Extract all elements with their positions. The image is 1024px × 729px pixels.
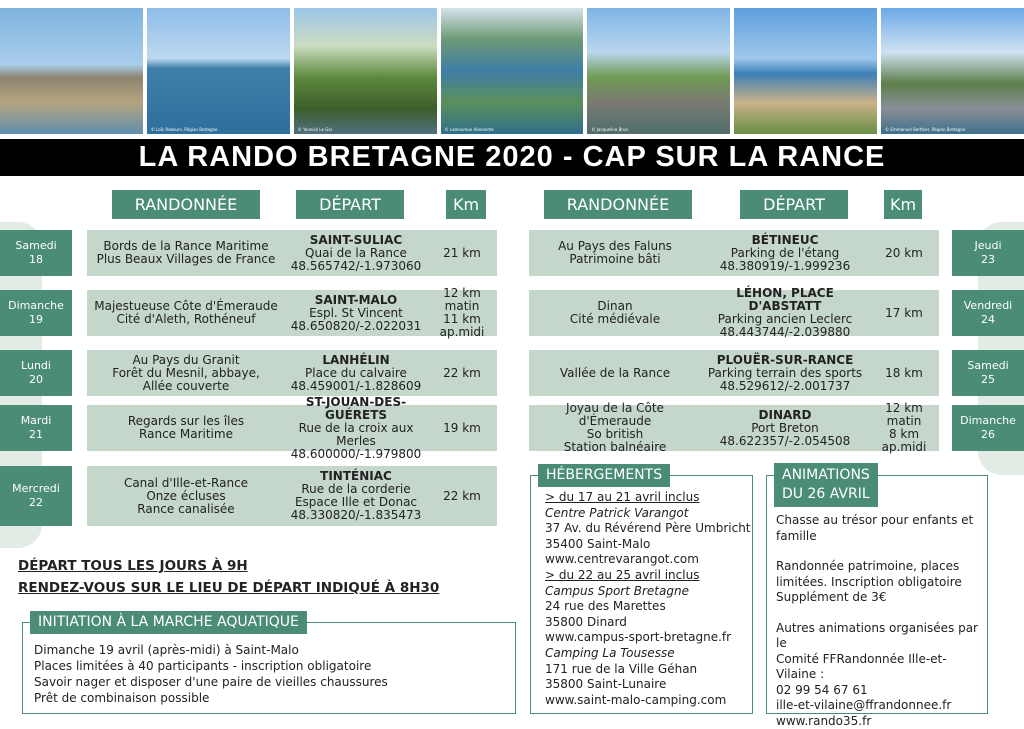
day-date: 20 bbox=[29, 373, 43, 387]
depart-cell bbox=[701, 350, 869, 396]
km-value: 11 km ap.midi bbox=[427, 313, 497, 339]
email-link[interactable]: ille-et-vilaine@ffrandonnee.fr bbox=[776, 698, 986, 714]
km-value: 12 km matin bbox=[869, 402, 939, 428]
table-row bbox=[87, 230, 497, 276]
photo-caption: © Emmanuel Berthier, Région Bretagne bbox=[885, 127, 965, 132]
website-link[interactable]: www.campus-sport-bretagne.fr bbox=[545, 630, 751, 646]
rando-cell bbox=[529, 405, 701, 451]
day-date: 22 bbox=[29, 496, 43, 510]
campus-name: Campus Sport Bretagne bbox=[545, 584, 751, 600]
depart-place: Place du calvaire bbox=[305, 367, 407, 380]
depart-gps: 48.529612/-2.001737 bbox=[720, 380, 851, 393]
km-value: 8 km ap.midi bbox=[869, 428, 939, 454]
depart-town: LÉHON, PLACE D'ABSTATT bbox=[701, 287, 869, 313]
header-randonnee-left: RANDONNÉE bbox=[112, 190, 260, 219]
depart-cell bbox=[285, 405, 427, 451]
animations-title-line: ANIMATIONS bbox=[782, 466, 870, 485]
website-link[interactable]: www.centrevarangot.com bbox=[545, 552, 751, 568]
rando-cell bbox=[529, 350, 701, 396]
rando-line: Cité médiévale bbox=[570, 313, 660, 326]
km-cell bbox=[427, 230, 497, 276]
day-badge bbox=[952, 290, 1024, 336]
animation-line: Comité FFRandonnée Ille-et-Vilaine : bbox=[776, 652, 986, 683]
website-link[interactable]: www.rando35.fr bbox=[776, 714, 986, 729]
km-cell bbox=[869, 405, 939, 451]
day-date: 18 bbox=[29, 253, 43, 267]
website-link[interactable]: www.saint-malo-camping.com bbox=[545, 693, 751, 709]
table-row bbox=[529, 350, 939, 396]
km-value: 21 km bbox=[443, 247, 481, 260]
rando-line: Au Pays du Granit bbox=[112, 354, 260, 367]
day-badge bbox=[0, 350, 72, 396]
rando-line: Rance Maritime bbox=[128, 428, 244, 441]
photo-caption: © Jacqueline Brun bbox=[591, 127, 628, 132]
initiation-title: INITIATION À LA MARCHE AQUATIQUE bbox=[30, 611, 307, 634]
km-value: 18 km bbox=[885, 367, 923, 380]
depart-cell bbox=[701, 290, 869, 336]
depart-cell bbox=[285, 466, 427, 526]
km-value: 22 km bbox=[443, 367, 481, 380]
rando-line: Rance canalisée bbox=[124, 503, 248, 516]
km-cell bbox=[427, 466, 497, 526]
table-row bbox=[529, 230, 939, 276]
animation-line: famille bbox=[776, 529, 986, 545]
address-line: 35800 Saint-Lunaire bbox=[545, 677, 751, 693]
table-row bbox=[529, 405, 939, 451]
photo-caption: © LoÏc Rebours, Région Bretagne bbox=[151, 127, 218, 132]
depart-gps: 48.330820/-1.835473 bbox=[291, 509, 422, 522]
rando-line: Plus Beaux Villages de France bbox=[97, 253, 276, 266]
depart-town: SAINT-MALO bbox=[315, 294, 398, 307]
day-name: Dimanche bbox=[8, 299, 64, 313]
depart-place: Espl. St Vincent bbox=[309, 307, 403, 320]
day-date: 21 bbox=[29, 428, 43, 442]
km-value: 19 km bbox=[443, 422, 481, 435]
depart-place: Parking de l'étang bbox=[731, 247, 839, 260]
address-line: 24 rue des Marettes bbox=[545, 599, 751, 615]
rando-cell bbox=[87, 405, 285, 451]
depart-town: LANHÉLIN bbox=[322, 354, 389, 367]
animations-title-line: DU 26 AVRIL bbox=[782, 485, 870, 504]
depart-place: Rue de la croix aux Merles bbox=[285, 422, 427, 448]
km-cell bbox=[869, 230, 939, 276]
rando-line: Allée couverte bbox=[112, 380, 260, 393]
rando-line: Station balnéaire bbox=[529, 441, 701, 454]
initiation-line: Dimanche 19 avril (après-midi) à Saint-Malo bbox=[34, 642, 388, 658]
animation-line: Randonnée patrimoine, places bbox=[776, 559, 986, 575]
depart-gps: 48.565742/-1.973060 bbox=[291, 260, 422, 273]
day-date: 19 bbox=[29, 313, 43, 327]
period-2: > du 22 au 25 avril inclus bbox=[545, 568, 751, 584]
header-depart-right: DÉPART bbox=[740, 190, 848, 219]
rando-line: So british bbox=[529, 428, 701, 441]
depart-gps: 48.443744/-2.039880 bbox=[720, 326, 851, 339]
km-value: 20 km bbox=[885, 247, 923, 260]
day-name: Dimanche bbox=[960, 414, 1016, 428]
rendezvous-notice: RENDEZ-VOUS SUR LE LIEU DE DÉPART INDIQUÉ À 8H30 bbox=[18, 580, 439, 596]
depart-place: Port Breton bbox=[751, 422, 819, 435]
day-badge bbox=[952, 350, 1024, 396]
day-date: 26 bbox=[981, 428, 995, 442]
day-name: Vendredi bbox=[964, 299, 1012, 313]
rando-cell bbox=[87, 350, 285, 396]
table-row bbox=[87, 466, 497, 526]
table-row bbox=[529, 290, 939, 336]
header-randonnee-right: RANDONNÉE bbox=[544, 190, 692, 219]
hebergements-content bbox=[545, 490, 751, 708]
depart-place: Rue de la corderie bbox=[301, 483, 410, 496]
day-name: Samedi bbox=[15, 239, 56, 253]
address-line: 35800 Dinard bbox=[545, 615, 751, 631]
depart-town: PLOUËR-SUR-RANCE bbox=[717, 354, 854, 367]
day-date: 23 bbox=[981, 253, 995, 267]
depart-town: SAINT-SULIAC bbox=[310, 234, 402, 247]
header-km-right: Km bbox=[884, 190, 922, 219]
rando-line: Au Pays des Faluns bbox=[558, 240, 672, 253]
animation-line: Supplément de 3€ bbox=[776, 590, 986, 606]
day-name: Mercredi bbox=[12, 482, 60, 496]
day-name: Lundi bbox=[21, 359, 51, 373]
rando-line: Onze écluses bbox=[124, 490, 248, 503]
rando-line: Regards sur les îles bbox=[128, 415, 244, 428]
depart-gps: 48.380919/-1.999236 bbox=[720, 260, 851, 273]
photo-7 bbox=[881, 8, 1024, 134]
initiation-lines bbox=[34, 642, 388, 706]
photo-strip bbox=[0, 8, 1024, 134]
photo-caption: © Lamoureux Alexandre bbox=[445, 127, 494, 132]
km-cell bbox=[427, 405, 497, 451]
rando-line: Cité d'Aleth, Rothéneuf bbox=[94, 313, 278, 326]
depart-cell bbox=[285, 350, 427, 396]
page-title: LA RANDO BRETAGNE 2020 - CAP SUR LA RANCE bbox=[0, 139, 1024, 176]
depart-town: DINARD bbox=[759, 409, 812, 422]
period-1: > du 17 au 21 avril inclus bbox=[545, 490, 751, 506]
day-badge bbox=[952, 405, 1024, 451]
rando-cell bbox=[529, 230, 701, 276]
animation-line: limitées. Inscription obligatoire bbox=[776, 575, 986, 591]
depart-cell bbox=[701, 405, 869, 451]
header-km-left: Km bbox=[446, 190, 486, 219]
photo-3 bbox=[294, 8, 437, 134]
day-name: Jeudi bbox=[974, 239, 1001, 253]
depart-cell bbox=[285, 290, 427, 336]
rando-cell bbox=[87, 290, 285, 336]
depart-cell bbox=[285, 230, 427, 276]
depart-town: TINTÉNIAC bbox=[320, 470, 392, 483]
day-badge bbox=[0, 290, 72, 336]
depart-gps: 48.600000/-1.979800 bbox=[291, 448, 422, 461]
address-line: 37 Av. du Révérend Père Umbricht bbox=[545, 521, 751, 537]
hebergements-title: HÉBERGEMENTS bbox=[538, 464, 670, 487]
depart-gps: 48.459001/-1.828609 bbox=[291, 380, 422, 393]
phone-number: 02 99 54 67 61 bbox=[776, 683, 986, 699]
depart-gps: 48.622357/-2.054508 bbox=[720, 435, 851, 448]
centre-name: Centre Patrick Varangot bbox=[545, 506, 751, 522]
km-cell bbox=[869, 290, 939, 336]
camping-name: Camping La Tousesse bbox=[545, 646, 751, 662]
table-row bbox=[87, 290, 497, 336]
depart-place: Espace Ille et Donac bbox=[295, 496, 417, 509]
km-value: 22 km bbox=[443, 490, 481, 503]
day-date: 24 bbox=[981, 313, 995, 327]
km-cell bbox=[427, 350, 497, 396]
rando-line: Joyau de la Côte d'Émeraude bbox=[529, 402, 701, 428]
rando-line: Dinan bbox=[570, 300, 660, 313]
rando-line: Forêt du Mesnil, abbaye, bbox=[112, 367, 260, 380]
address-line: 35400 Saint-Malo bbox=[545, 537, 751, 553]
depart-place: Parking ancien Leclerc bbox=[718, 313, 852, 326]
depart-town: ST-JOUAN-DES-GUÉRETS bbox=[285, 396, 427, 422]
photo-5 bbox=[587, 8, 730, 134]
depart-town: BÉTINEUC bbox=[752, 234, 819, 247]
day-name: Mardi bbox=[21, 414, 52, 428]
initiation-line: Places limitées à 40 participants - inscription obligatoire bbox=[34, 658, 388, 674]
header-depart-left: DÉPART bbox=[296, 190, 404, 219]
table-row bbox=[87, 405, 497, 451]
photo-2 bbox=[147, 8, 290, 134]
initiation-line: Prêt de combinaison possible bbox=[34, 690, 388, 706]
photo-6 bbox=[734, 8, 877, 134]
depart-gps: 48.650820/-2.022031 bbox=[291, 320, 422, 333]
km-value: 17 km bbox=[885, 307, 923, 320]
day-badge bbox=[0, 466, 72, 526]
photo-4 bbox=[441, 8, 584, 134]
rando-cell bbox=[87, 230, 285, 276]
address-line: 171 rue de la Ville Géhan bbox=[545, 662, 751, 678]
km-value: 12 km matin bbox=[427, 287, 497, 313]
animations-title bbox=[774, 463, 878, 507]
day-badge bbox=[952, 230, 1024, 276]
day-name: Samedi bbox=[967, 359, 1008, 373]
day-badge bbox=[0, 405, 72, 451]
depart-cell bbox=[701, 230, 869, 276]
photo-1 bbox=[0, 8, 143, 134]
animation-line: Chasse au trésor pour enfants et bbox=[776, 513, 986, 529]
depart-place: Quai de la Rance bbox=[305, 247, 407, 260]
km-cell bbox=[869, 350, 939, 396]
rando-line: Majestueuse Côte d'Émeraude bbox=[94, 300, 278, 313]
depart-notice: DÉPART TOUS LES JOURS À 9H bbox=[18, 558, 248, 574]
day-badge bbox=[0, 230, 72, 276]
table-row bbox=[87, 350, 497, 396]
rando-line: Canal d'Ille-et-Rance bbox=[124, 477, 248, 490]
initiation-line: Savoir nager et disposer d'une paire de vieilles chaussures bbox=[34, 674, 388, 690]
animations-content bbox=[776, 513, 986, 729]
day-date: 25 bbox=[981, 373, 995, 387]
rando-line: Patrimoine bâti bbox=[558, 253, 672, 266]
depart-place: Parking terrain des sports bbox=[708, 367, 862, 380]
rando-line: Vallée de la Rance bbox=[560, 367, 670, 380]
photo-caption: © Yannick Le Gal bbox=[298, 127, 332, 132]
km-cell bbox=[427, 290, 497, 336]
animation-line: Autres animations organisées par le bbox=[776, 621, 986, 652]
rando-line: Bords de la Rance Maritime bbox=[97, 240, 276, 253]
rando-cell bbox=[529, 290, 701, 336]
rando-cell bbox=[87, 466, 285, 526]
